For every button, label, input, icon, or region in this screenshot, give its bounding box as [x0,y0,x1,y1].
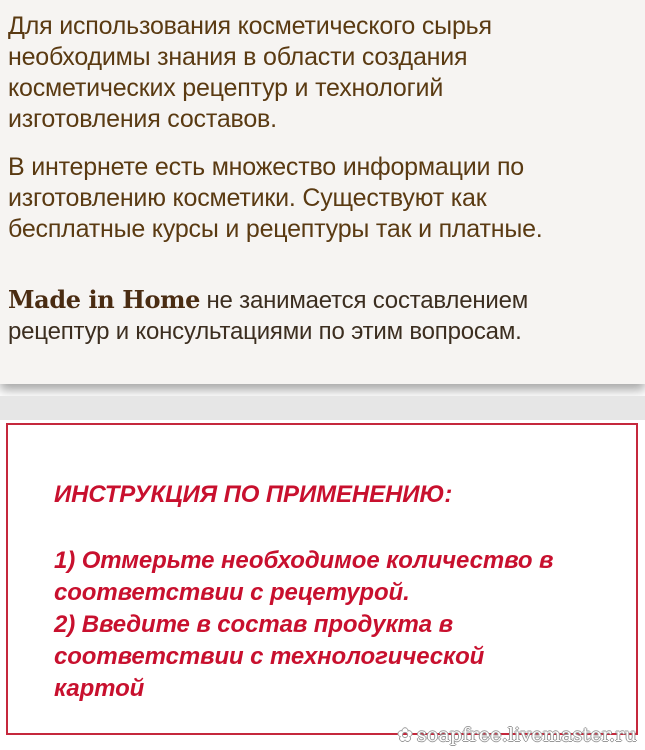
flower-icon: ✿ [397,725,413,746]
watermark-text: soapfree.livemaster.ru [416,724,637,746]
info-paragraph-3 [8,284,578,347]
instruction-step-1: 1) Отмерьте необходимое количество в соответствии с рецетурой. [54,547,554,606]
separator-strip [0,396,645,420]
instruction-title: ИНСТРУКЦИЯ ПО ПРИМЕНЕНИЮ: [54,481,453,508]
watermark [398,724,637,747]
instruction-step-2: 2) Введите в состав продукта в соответствии с технологической картой [54,611,485,702]
instruction-box [6,423,638,735]
brand-name: Made in Home [8,285,200,314]
info-paragraph-3-rest: не занимается составлением рецептур и консультациями по этим вопросам. [8,287,529,345]
info-paragraph-2: В интернете есть множество информации по изготовлению косметики. Существуют как бесплатные курсы и рецептуры так и платные. [8,153,543,243]
info-paragraph-1: Для использования косметического сырья необходимы знания в области создания косметических рецептур и технологий изготовления составов. [8,12,492,133]
